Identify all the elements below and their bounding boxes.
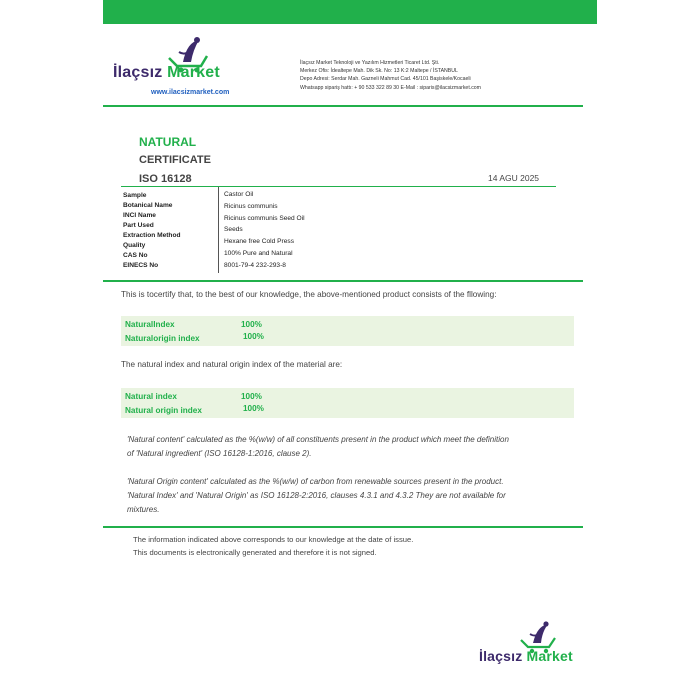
spec-label-extraction: Extraction Method: [123, 232, 181, 239]
spec-value-botanical: Ricinus communis: [224, 202, 278, 210]
index-band-1: [121, 316, 574, 346]
footer-brand-wordmark: İlaçsız Market: [479, 648, 573, 664]
section-divider-1: [103, 280, 583, 282]
band2-value-natural-index: 100%: [241, 392, 262, 401]
spec-label-botanical: Botanical Name: [123, 202, 173, 209]
band2-label-natural-origin: Natural origin index: [125, 406, 202, 415]
spec-value-sample: Castor Oil: [224, 191, 254, 198]
spec-label-part: Part Used: [123, 222, 154, 229]
spec-values: [224, 189, 305, 272]
company-address-block: [300, 59, 590, 92]
spec-column-divider: [218, 187, 219, 273]
band1-value-natural-index: 100%: [241, 320, 262, 329]
definition-origin-line1: 'Natural Origin content' calculated as the %(w/w) of carbon from renewable sources present in the product.: [127, 477, 504, 486]
band1-label-natural-index: NaturalIndex: [125, 320, 175, 329]
office-address: Merkez Ofis: İdealtepe Mah. Dik Sk. No: 13 K:2 Maltepe / İSTANBUL: [300, 68, 458, 75]
footer-note-1: The information indicated above corresponds to our knowledge at the date of issue.: [133, 535, 414, 544]
certificate-date: 14 AGU 2025: [488, 173, 540, 183]
spec-top-rule: [121, 186, 556, 187]
spec-label-inci: INCI Name: [123, 212, 156, 219]
contact-line: Whatsapp sipariş hattı: + 90 533 322 89 30 E-Mail : siparis@ilacsizmarket.com: [300, 84, 482, 91]
brand-wordmark: İlaçsız Market: [113, 64, 220, 81]
header-divider: [103, 105, 583, 107]
band1-value-natural-origin: 100%: [243, 332, 264, 341]
definition-natural-line1: 'Natural content' calculated as the %(w/w) of all constituents present in the product which meet the definition: [127, 435, 509, 444]
footer-brand-logo: [479, 622, 599, 672]
footer-note-2: This documents is electronically generated and therefore it is not signed.: [133, 548, 377, 557]
company-name: İlaçsız Market Teknoloji ve Yazılım Hizmetleri Ticaret Ltd. Şti.: [300, 60, 440, 66]
band2-value-natural-origin: 100%: [243, 404, 264, 413]
spec-label-einecs: EINECS No: [123, 262, 159, 269]
spec-label-cas: CAS No: [123, 252, 148, 259]
spec-value-part: Seeds: [224, 226, 243, 234]
definition-origin-line3: mixtures.: [127, 505, 160, 514]
certify-statement: This is tocertify that, to the best of our knowledge, the above-mentioned product consists of the fllowing:: [121, 290, 497, 299]
definition-origin-line2: 'Natural Index' and 'Natural Origin' as ISO 16128-2:2016, clauses 4.3.1 and 4.3.2 They are not available for: [127, 491, 506, 500]
spec-label-quality: Quality: [123, 242, 146, 249]
definition-natural-line2: of 'Natural ingredient' (ISO 16128-1:2016, clause 2).: [127, 449, 312, 458]
top-accent-bar: [103, 0, 597, 24]
certificate-page: [103, 0, 597, 700]
spec-value-quality: 100% Pure and Natural: [224, 249, 293, 257]
definition-natural-content: [127, 433, 577, 461]
spec-value-extraction: Hexane free Cold Press: [224, 238, 295, 246]
certificate-title-certificate: CERTIFICATE: [139, 154, 211, 166]
band1-label-natural-origin: Naturalorigin index: [125, 334, 200, 343]
certificate-title-natural: NATURAL: [139, 135, 197, 149]
spec-label-sample: Sample: [123, 192, 147, 199]
warehouse-address: Depo Adresi: Serdar Mah. Gazneli Mahmut Cad. 45/101 Başiskele/Kocaeli: [300, 76, 471, 83]
index-intro: The natural index and natural origin index of the material are:: [121, 360, 343, 369]
footer-divider: [103, 526, 583, 528]
spec-value-inci: Ricinus communis Seed Oil: [224, 214, 305, 222]
index-band-2: [121, 388, 574, 418]
spec-value-cas-einecs: 8001-79-4 232-293-8: [224, 261, 286, 269]
spec-labels: [123, 191, 181, 271]
definition-natural-origin: [127, 475, 577, 517]
band2-label-natural-index: Natural index: [125, 392, 177, 401]
website-url[interactable]: www.ilacsizmarket.com: [151, 89, 230, 96]
certificate-title-iso: ISO 16128: [139, 173, 192, 185]
